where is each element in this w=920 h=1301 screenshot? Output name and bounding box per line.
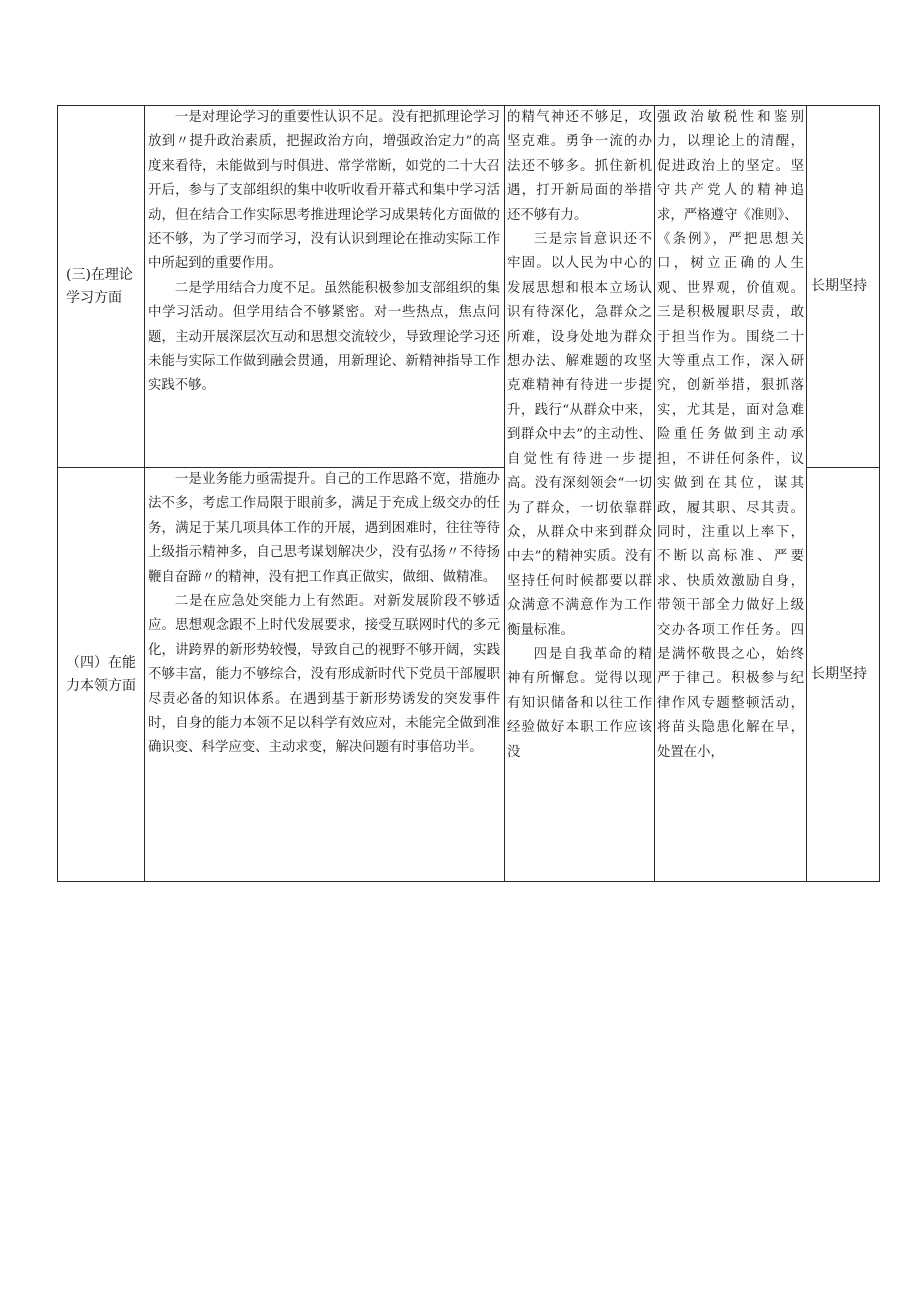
term-cell xyxy=(807,468,880,882)
problem-paragraph: 二是在应急处突能力上有然距。对新发展阶段不够适应。思想观念跟不上时代发展要求，接受互联网时代的多元化，讲跨界的新形势较慢，导致自己的视野不够开阔，实践不够丰富，能力不够综合，没有形成新时代下党员干部履职尽责必备的知识体系。在遇到基于新形势诱发的突发事件时，自身的能力本领不足以科学有效应对，未能完全做到准确识变、科学应变、主动求变，解决问题有时事倍功半。 xyxy=(148,594,500,756)
category-label: (三)在理论学习方面 xyxy=(66,266,133,306)
measures-paragraph: 的精气神还不够足，攻坚克难。勇争一流的办法还不够多。抓住新机遇，打开新局面的举措还不够有力。 xyxy=(507,110,652,223)
problem-cell xyxy=(145,106,505,468)
problem-paragraph: 二是学用结合力度不足。虽然能积极参加支部组织的集中学习活动。但学用结合不够紧密。对一些热点，焦点问题，主动开展深层次互动和思想交流较少，导致理论学习还未能与实际工作做到融会贯通，用新理论、新精神指导工作实践不够。 xyxy=(148,280,500,394)
measures-paragraph: 四是自我革命的精神有所懈怠。觉得以现有知识储备和以往工作经验做好本职工作应该没 xyxy=(507,646,652,760)
measures-cell-2 xyxy=(655,106,807,882)
term-label: 长期坚持 xyxy=(811,666,867,682)
measures-cell xyxy=(505,106,655,882)
problem-paragraph: 一是业务能力亟需提升。自己的工作思路不宽，措施办法不多，考虑工作局限于眼前多，满足于充成上级交办的任务，满足于某几项具体工作的开展，遇到困难时，往往等待上级指示精神多，自己思考谋划解决少，没有弘扬〃不待扬鞭自奋蹄〃的精神，没有把工作真正做实，做细、做精准。 xyxy=(148,472,500,585)
problem-paragraph: 一是对理论学习的重要性认识不足。没有把抓理论学习放到〃提升政治素质，把握政治方向，增强政治定力”的高度来看待，未能做到与时俱进、常学常断，如党的二十大召开后，参与了支部组织的集中收听收看开幕式和集中学习活动，但在结合工作实际思考推进理论学习成果转化方面做的还不够，为了学习而学习，没有认识到理论在推动实际工作中所起到的重要作用。 xyxy=(148,110,500,272)
measures-paragraph: 《条例》，严把思想关口，树立正确的人生观、世界观，价值观。三是积极履职尽责，敢于担当作为。围绕二十大等重点工作，深入研究，创新举措，狠抓落实，尤其是，面对急难险重任务做到主动承担，不讲任何条件，议实做到在其位，谋其政，履其职、尽其责。同时，注重以上率下，不断以高标准、严要求、快质效激励自身，带领干部全力做好上级交办各项工作任务。四是满怀敬畏之心，始终严于律己。积极参与纪律作风专题整顿活动，将苗头隐患化解在早，处置在小， xyxy=(657,232,804,760)
measures-paragraph: 强政治敏税性和鉴别力，以理论上的清醒，促进政治上的坚定。坚守共产党人的精神追求，严格遵守《准则》、 xyxy=(657,110,804,223)
rectification-table xyxy=(57,105,880,882)
term-cell xyxy=(807,106,880,468)
problem-cell xyxy=(145,468,505,882)
category-cell xyxy=(58,468,145,882)
table-row xyxy=(58,106,880,468)
term-label: 长期坚持 xyxy=(811,278,867,294)
measures-paragraph: 三是宗旨意识还不牢固。以人民为中心的发展思想和根本立场认识有待深化，急群众之所难，设身处地为群众想办法、解难题的攻坚克难精神有待进一步提升，践行“从群众中来，到群众中去”的主动性、自觉性有待进一步提高。没有深刻领会“一切为了群众，一切依靠群众，从群众中来到群众中去”的精神实质。没有坚持任何时候都要以群众满意不满意作为工作衡量标准。 xyxy=(507,232,652,638)
category-cell xyxy=(58,106,145,468)
category-label: （四）在能力本领方面 xyxy=(66,654,136,694)
